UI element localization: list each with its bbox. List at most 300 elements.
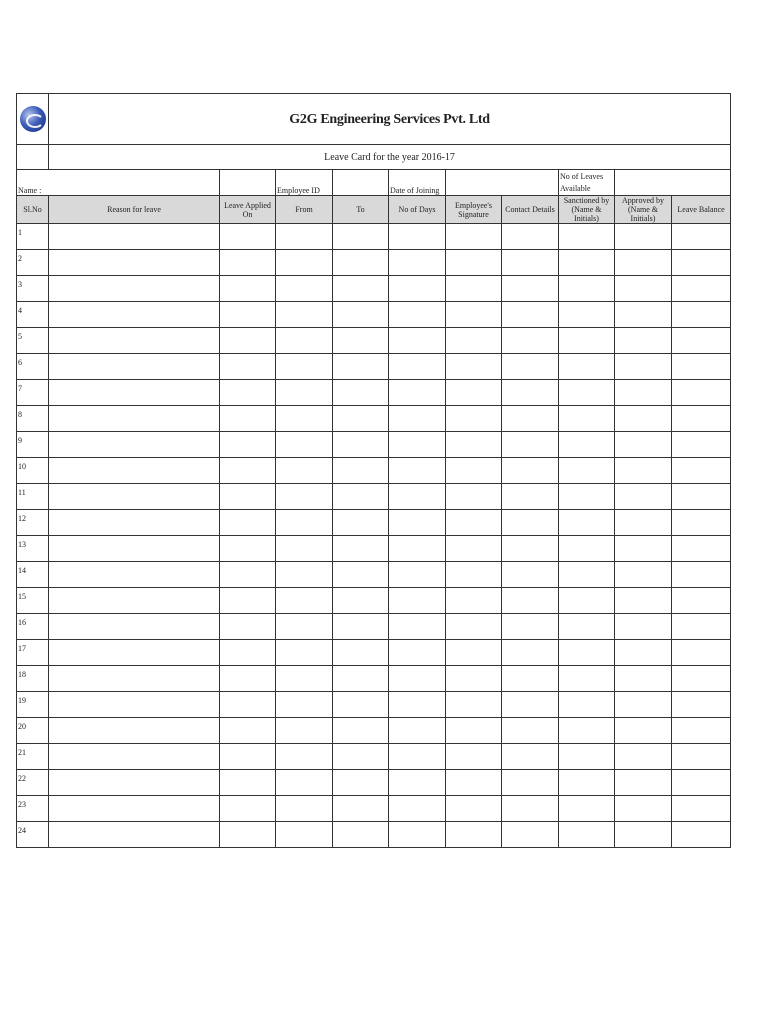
date-of-joining-label: Date of Joining [389, 170, 446, 196]
table-cell[interactable] [672, 562, 731, 588]
column-header: Contact Details [502, 196, 559, 224]
employee-id-value-cell[interactable] [333, 170, 389, 196]
table-cell[interactable] [559, 796, 615, 822]
table-cell[interactable] [615, 432, 672, 458]
table-cell[interactable] [220, 614, 276, 640]
table-cell[interactable] [672, 744, 731, 770]
table-cell[interactable] [49, 822, 220, 848]
row-number: 21 [17, 744, 49, 770]
row-number: 16 [17, 614, 49, 640]
employee-id-label: Employee ID [276, 170, 333, 196]
table-cell[interactable] [672, 328, 731, 354]
company-name: G2G Engineering Services Pvt. Ltd [49, 94, 731, 145]
table-cell[interactable] [333, 302, 389, 328]
table-cell[interactable] [276, 406, 333, 432]
table-cell[interactable] [49, 796, 220, 822]
table-cell[interactable] [446, 328, 502, 354]
table-cell[interactable] [389, 380, 446, 406]
table-cell[interactable] [446, 536, 502, 562]
table-cell[interactable] [333, 822, 389, 848]
table-cell[interactable] [49, 562, 220, 588]
table-cell[interactable] [615, 770, 672, 796]
table-cell[interactable] [276, 224, 333, 250]
table-cell[interactable] [446, 276, 502, 302]
table-cell[interactable] [502, 796, 559, 822]
table-cell[interactable] [333, 406, 389, 432]
leave-card-sheet [16, 93, 730, 848]
table-cell[interactable] [559, 770, 615, 796]
table-cell[interactable] [276, 328, 333, 354]
table-row [17, 796, 731, 822]
table-cell[interactable] [502, 510, 559, 536]
table-cell[interactable] [333, 458, 389, 484]
table-cell[interactable] [502, 380, 559, 406]
table-cell[interactable] [333, 276, 389, 302]
table-cell[interactable] [220, 458, 276, 484]
table-cell[interactable] [49, 406, 220, 432]
table-cell[interactable] [559, 536, 615, 562]
table-cell[interactable] [559, 276, 615, 302]
table-cell[interactable] [446, 588, 502, 614]
table-cell[interactable] [672, 692, 731, 718]
table-cell[interactable] [672, 432, 731, 458]
table-row [17, 536, 731, 562]
table-cell[interactable] [333, 744, 389, 770]
table-cell[interactable] [502, 692, 559, 718]
table-cell[interactable] [615, 536, 672, 562]
table-cell[interactable] [559, 822, 615, 848]
table-cell[interactable] [559, 562, 615, 588]
table-cell[interactable] [672, 302, 731, 328]
table-cell[interactable] [49, 640, 220, 666]
table-cell[interactable] [333, 770, 389, 796]
table-cell[interactable] [446, 458, 502, 484]
empty-cell [17, 145, 49, 170]
table-cell[interactable] [389, 692, 446, 718]
table-cell[interactable] [276, 588, 333, 614]
table-cell[interactable] [559, 744, 615, 770]
table-cell[interactable] [333, 380, 389, 406]
table-cell[interactable] [389, 614, 446, 640]
table-cell[interactable] [276, 276, 333, 302]
row-number: 3 [17, 276, 49, 302]
table-cell[interactable] [220, 328, 276, 354]
table-cell[interactable] [49, 744, 220, 770]
table-cell[interactable] [672, 484, 731, 510]
table-cell[interactable] [49, 510, 220, 536]
table-cell[interactable] [49, 354, 220, 380]
table-cell[interactable] [559, 224, 615, 250]
table-cell[interactable] [333, 484, 389, 510]
table-cell[interactable] [220, 588, 276, 614]
table-cell[interactable] [446, 640, 502, 666]
table-cell[interactable] [220, 354, 276, 380]
table-cell[interactable] [49, 614, 220, 640]
table-cell[interactable] [672, 770, 731, 796]
table-cell[interactable] [276, 822, 333, 848]
table-cell[interactable] [276, 744, 333, 770]
table-row [17, 692, 731, 718]
table-row [17, 250, 731, 276]
table-cell[interactable] [446, 744, 502, 770]
column-header: Approved by (Name & Initials) [615, 196, 672, 224]
table-cell[interactable] [446, 796, 502, 822]
table-cell[interactable] [502, 744, 559, 770]
table-cell[interactable] [333, 562, 389, 588]
table-cell[interactable] [276, 536, 333, 562]
table-cell[interactable] [559, 354, 615, 380]
table-cell[interactable] [333, 510, 389, 536]
table-cell[interactable] [389, 744, 446, 770]
table-cell[interactable] [672, 380, 731, 406]
table-cell[interactable] [502, 328, 559, 354]
table-cell[interactable] [672, 796, 731, 822]
table-cell[interactable] [220, 822, 276, 848]
table-cell[interactable] [559, 406, 615, 432]
table-cell[interactable] [446, 250, 502, 276]
table-cell[interactable] [502, 484, 559, 510]
table-cell[interactable] [333, 536, 389, 562]
table-cell[interactable] [615, 224, 672, 250]
table-cell[interactable] [276, 614, 333, 640]
table-cell[interactable] [49, 302, 220, 328]
table-cell[interactable] [446, 380, 502, 406]
table-cell[interactable] [49, 250, 220, 276]
globe-logo-icon [20, 106, 46, 132]
table-cell[interactable] [446, 302, 502, 328]
table-cell[interactable] [220, 718, 276, 744]
row-number: 1 [17, 224, 49, 250]
table-cell[interactable] [615, 328, 672, 354]
table-cell[interactable] [49, 536, 220, 562]
table-cell[interactable] [446, 354, 502, 380]
table-row [17, 588, 731, 614]
table-cell[interactable] [389, 406, 446, 432]
table-cell[interactable] [389, 640, 446, 666]
table-cell[interactable] [615, 666, 672, 692]
table-cell[interactable] [220, 432, 276, 458]
table-cell[interactable] [276, 666, 333, 692]
column-header: No of Days [389, 196, 446, 224]
table-cell[interactable] [615, 276, 672, 302]
table-cell[interactable] [220, 380, 276, 406]
table-cell[interactable] [559, 588, 615, 614]
table-cell[interactable] [333, 692, 389, 718]
table-cell[interactable] [559, 614, 615, 640]
table-cell[interactable] [672, 536, 731, 562]
table-cell[interactable] [333, 666, 389, 692]
table-cell[interactable] [49, 770, 220, 796]
table-cell[interactable] [389, 588, 446, 614]
table-cell[interactable] [615, 380, 672, 406]
table-cell[interactable] [49, 484, 220, 510]
table-cell[interactable] [389, 562, 446, 588]
table-cell[interactable] [502, 458, 559, 484]
table-cell[interactable] [220, 406, 276, 432]
table-cell[interactable] [672, 640, 731, 666]
table-row [17, 640, 731, 666]
table-cell[interactable] [559, 328, 615, 354]
column-header: Reason for leave [49, 196, 220, 224]
table-cell[interactable] [220, 744, 276, 770]
table-cell[interactable] [559, 432, 615, 458]
row-number: 14 [17, 562, 49, 588]
table-cell[interactable] [672, 354, 731, 380]
row-number: 13 [17, 536, 49, 562]
table-cell[interactable] [672, 250, 731, 276]
table-cell[interactable] [49, 380, 220, 406]
table-cell[interactable] [276, 354, 333, 380]
logo-cell [17, 94, 49, 145]
table-cell[interactable] [672, 666, 731, 692]
table-cell[interactable] [389, 276, 446, 302]
table-cell[interactable] [672, 614, 731, 640]
table-row [17, 666, 731, 692]
table-cell[interactable] [559, 302, 615, 328]
column-header: Leave Balance [672, 196, 731, 224]
table-cell[interactable] [615, 510, 672, 536]
table-cell[interactable] [672, 588, 731, 614]
table-cell[interactable] [615, 822, 672, 848]
table-cell[interactable] [446, 484, 502, 510]
table-cell[interactable] [276, 692, 333, 718]
table-cell[interactable] [672, 822, 731, 848]
table-cell[interactable] [220, 510, 276, 536]
table-cell[interactable] [502, 432, 559, 458]
table-cell[interactable] [672, 276, 731, 302]
table-cell[interactable] [502, 224, 559, 250]
table-cell[interactable] [559, 692, 615, 718]
table-cell[interactable] [276, 302, 333, 328]
table-cell[interactable] [389, 354, 446, 380]
table-cell[interactable] [220, 276, 276, 302]
table-cell[interactable] [615, 484, 672, 510]
table-cell[interactable] [333, 718, 389, 744]
table-cell[interactable] [502, 718, 559, 744]
table-cell[interactable] [389, 484, 446, 510]
table-cell[interactable] [220, 484, 276, 510]
row-number: 19 [17, 692, 49, 718]
table-row [17, 302, 731, 328]
table-cell[interactable] [49, 666, 220, 692]
row-number: 2 [17, 250, 49, 276]
table-cell[interactable] [672, 406, 731, 432]
table-cell[interactable] [502, 770, 559, 796]
table-cell[interactable] [220, 536, 276, 562]
table-cell[interactable] [615, 640, 672, 666]
table-cell[interactable] [502, 666, 559, 692]
table-cell[interactable] [276, 718, 333, 744]
table-cell[interactable] [333, 432, 389, 458]
table-cell[interactable] [389, 510, 446, 536]
table-cell[interactable] [615, 250, 672, 276]
table-cell[interactable] [333, 588, 389, 614]
table-cell[interactable] [276, 796, 333, 822]
table-cell[interactable] [559, 666, 615, 692]
column-header: To [333, 196, 389, 224]
table-cell[interactable] [220, 224, 276, 250]
column-header: Leave Applied On [220, 196, 276, 224]
table-cell[interactable] [333, 640, 389, 666]
table-row [17, 328, 731, 354]
table-cell[interactable] [559, 250, 615, 276]
leave-card-subtitle: Leave Card for the year 2016-17 [49, 145, 731, 170]
table-cell[interactable] [446, 692, 502, 718]
table-cell[interactable] [220, 302, 276, 328]
table-cell[interactable] [389, 432, 446, 458]
table-row [17, 354, 731, 380]
table-cell[interactable] [672, 510, 731, 536]
table-cell[interactable] [389, 718, 446, 744]
table-cell[interactable] [615, 458, 672, 484]
table-cell[interactable] [559, 640, 615, 666]
table-cell[interactable] [220, 692, 276, 718]
table-cell[interactable] [49, 432, 220, 458]
table-cell[interactable] [502, 276, 559, 302]
table-cell[interactable] [446, 718, 502, 744]
table-cell[interactable] [446, 562, 502, 588]
row-number: 12 [17, 510, 49, 536]
table-cell[interactable] [502, 562, 559, 588]
table-cell[interactable] [446, 614, 502, 640]
name-value-cell[interactable] [220, 170, 276, 196]
table-cell[interactable] [615, 614, 672, 640]
table-cell[interactable] [672, 718, 731, 744]
table-cell[interactable] [615, 692, 672, 718]
column-header: Sl.No [17, 196, 49, 224]
column-header: Employee's Signature [446, 196, 502, 224]
table-cell[interactable] [559, 510, 615, 536]
table-cell[interactable] [615, 406, 672, 432]
table-cell[interactable] [389, 770, 446, 796]
table-cell[interactable] [49, 276, 220, 302]
leave-card-table [16, 93, 731, 848]
table-row [17, 432, 731, 458]
table-cell[interactable] [389, 250, 446, 276]
table-row [17, 510, 731, 536]
table-cell[interactable] [559, 458, 615, 484]
table-cell[interactable] [502, 640, 559, 666]
table-cell[interactable] [49, 224, 220, 250]
table-cell[interactable] [502, 536, 559, 562]
table-cell[interactable] [615, 744, 672, 770]
table-cell[interactable] [333, 328, 389, 354]
table-cell[interactable] [615, 796, 672, 822]
table-cell[interactable] [559, 380, 615, 406]
column-header: From [276, 196, 333, 224]
table-cell[interactable] [502, 250, 559, 276]
table-cell[interactable] [446, 432, 502, 458]
table-cell[interactable] [276, 562, 333, 588]
table-cell[interactable] [276, 432, 333, 458]
table-cell[interactable] [502, 406, 559, 432]
name-label: Name : [17, 170, 220, 196]
row-number: 4 [17, 302, 49, 328]
table-cell[interactable] [333, 796, 389, 822]
table-cell[interactable] [389, 796, 446, 822]
table-cell[interactable] [49, 458, 220, 484]
row-number: 18 [17, 666, 49, 692]
table-cell[interactable] [389, 536, 446, 562]
table-cell[interactable] [276, 250, 333, 276]
table-cell[interactable] [615, 562, 672, 588]
table-row [17, 718, 731, 744]
table-cell[interactable] [220, 770, 276, 796]
row-number: 5 [17, 328, 49, 354]
table-cell[interactable] [276, 484, 333, 510]
table-cell[interactable] [333, 250, 389, 276]
table-cell[interactable] [220, 640, 276, 666]
row-number: 11 [17, 484, 49, 510]
table-cell[interactable] [502, 354, 559, 380]
table-cell[interactable] [220, 562, 276, 588]
table-cell[interactable] [276, 458, 333, 484]
table-cell[interactable] [333, 614, 389, 640]
table-cell[interactable] [446, 822, 502, 848]
table-cell[interactable] [276, 380, 333, 406]
table-cell[interactable] [220, 250, 276, 276]
table-cell[interactable] [276, 770, 333, 796]
table-cell[interactable] [559, 718, 615, 744]
row-number: 6 [17, 354, 49, 380]
table-cell[interactable] [49, 718, 220, 744]
table-cell[interactable] [502, 822, 559, 848]
table-cell[interactable] [446, 510, 502, 536]
table-cell[interactable] [333, 224, 389, 250]
table-cell[interactable] [446, 224, 502, 250]
row-number: 23 [17, 796, 49, 822]
table-cell[interactable] [49, 588, 220, 614]
table-cell[interactable] [389, 302, 446, 328]
table-cell[interactable] [389, 458, 446, 484]
table-cell[interactable] [389, 328, 446, 354]
table-cell[interactable] [220, 796, 276, 822]
table-cell[interactable] [615, 354, 672, 380]
table-cell[interactable] [615, 588, 672, 614]
table-cell[interactable] [502, 302, 559, 328]
row-number: 15 [17, 588, 49, 614]
table-cell[interactable] [389, 666, 446, 692]
table-cell[interactable] [615, 718, 672, 744]
table-row [17, 380, 731, 406]
table-cell[interactable] [276, 640, 333, 666]
table-cell[interactable] [49, 692, 220, 718]
date-of-joining-value-cell[interactable] [446, 170, 559, 196]
table-cell[interactable] [446, 406, 502, 432]
table-cell[interactable] [49, 328, 220, 354]
table-cell[interactable] [502, 588, 559, 614]
table-cell[interactable] [672, 224, 731, 250]
table-cell[interactable] [502, 614, 559, 640]
row-number: 24 [17, 822, 49, 848]
table-cell[interactable] [672, 458, 731, 484]
table-cell[interactable] [276, 510, 333, 536]
table-cell[interactable] [615, 302, 672, 328]
leaves-available-value-cell[interactable] [615, 170, 731, 196]
row-number: 22 [17, 770, 49, 796]
row-number: 8 [17, 406, 49, 432]
table-cell[interactable] [389, 224, 446, 250]
table-cell[interactable] [446, 770, 502, 796]
table-row [17, 276, 731, 302]
table-cell[interactable] [333, 354, 389, 380]
table-row [17, 614, 731, 640]
column-header-row [17, 196, 731, 224]
table-cell[interactable] [559, 484, 615, 510]
table-cell[interactable] [446, 666, 502, 692]
table-cell[interactable] [220, 666, 276, 692]
table-cell[interactable] [389, 822, 446, 848]
